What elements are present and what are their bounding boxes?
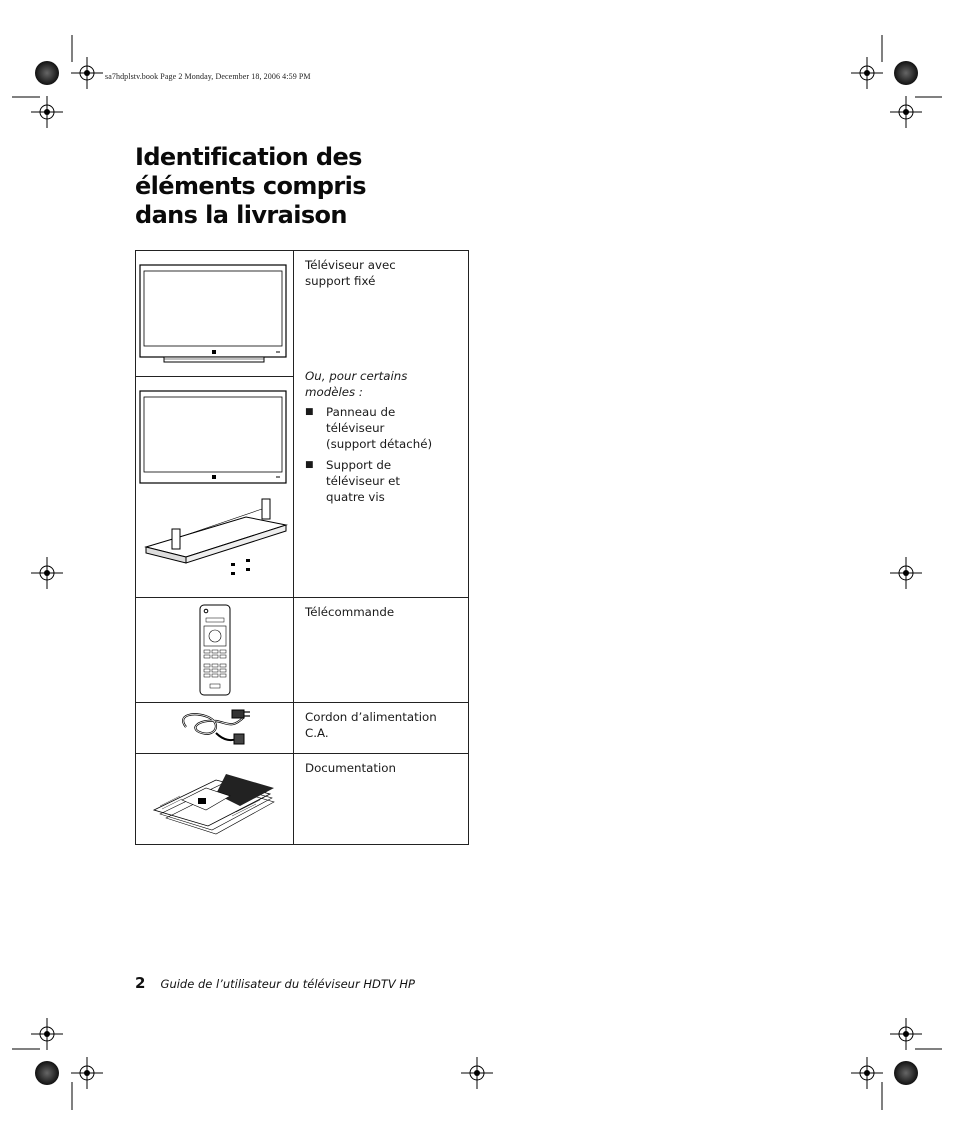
remote-image-cell (136, 598, 294, 703)
table-row (136, 251, 469, 377)
tv-fixed-label-2: support fixé (305, 274, 376, 288)
tv-with-stand-illustration (136, 251, 292, 376)
tv-fixed-label-1: Téléviseur avec (305, 258, 396, 272)
cord-label-1: Cordon d’alimentation (305, 710, 437, 724)
items-table (135, 250, 469, 845)
docs-description-cell (294, 754, 469, 845)
page-footer (135, 973, 415, 992)
tv-panel-and-stand-illustration (136, 377, 292, 597)
tv-description-cell (294, 251, 469, 598)
alt-intro-1: Ou, pour certains (305, 369, 408, 383)
list-item (305, 404, 462, 452)
bullet1-line2: téléviseur (326, 421, 385, 435)
docs-label: Documentation (305, 761, 396, 775)
cord-image-cell (136, 703, 294, 754)
cord-description-cell (294, 703, 469, 754)
remote-control-illustration (136, 598, 292, 702)
tv-panel-image-cell (136, 377, 294, 598)
bullet1-line3: (support détaché) (326, 437, 433, 451)
documentation-illustration (136, 754, 292, 844)
bullet1-line1: ■ Panneau de (326, 405, 396, 419)
title-line-2: éléments compris (135, 172, 366, 200)
footer-title: Guide de l’utilisateur du téléviseur HDTV HP (160, 977, 415, 991)
page-number: 2 (135, 974, 146, 992)
cord-label-2: C.A. (305, 726, 329, 740)
alt-list (305, 404, 462, 505)
remote-label: Télécommande (305, 605, 395, 619)
bullet2-line2: téléviseur et (326, 474, 401, 488)
table-row (136, 754, 469, 845)
list-item (305, 457, 462, 505)
title-line-1: Identification des (135, 143, 362, 171)
title-line-3: dans la livraison (135, 201, 347, 229)
alt-intro-2: modèles : (305, 385, 363, 399)
bullet2-line3: quatre vis (326, 490, 385, 504)
table-row (136, 703, 469, 754)
table-row (136, 598, 469, 703)
bullet2-line1: ■ Support de (326, 458, 392, 472)
tv-fixed-image-cell (136, 251, 294, 377)
printer-slug: sa7hdplstv.book Page 2 Monday, December 18, 2006 4:59 PM (105, 72, 311, 81)
docs-image-cell (136, 754, 294, 845)
page-title (135, 143, 366, 230)
remote-description-cell (294, 598, 469, 703)
power-cord-illustration (136, 703, 292, 753)
